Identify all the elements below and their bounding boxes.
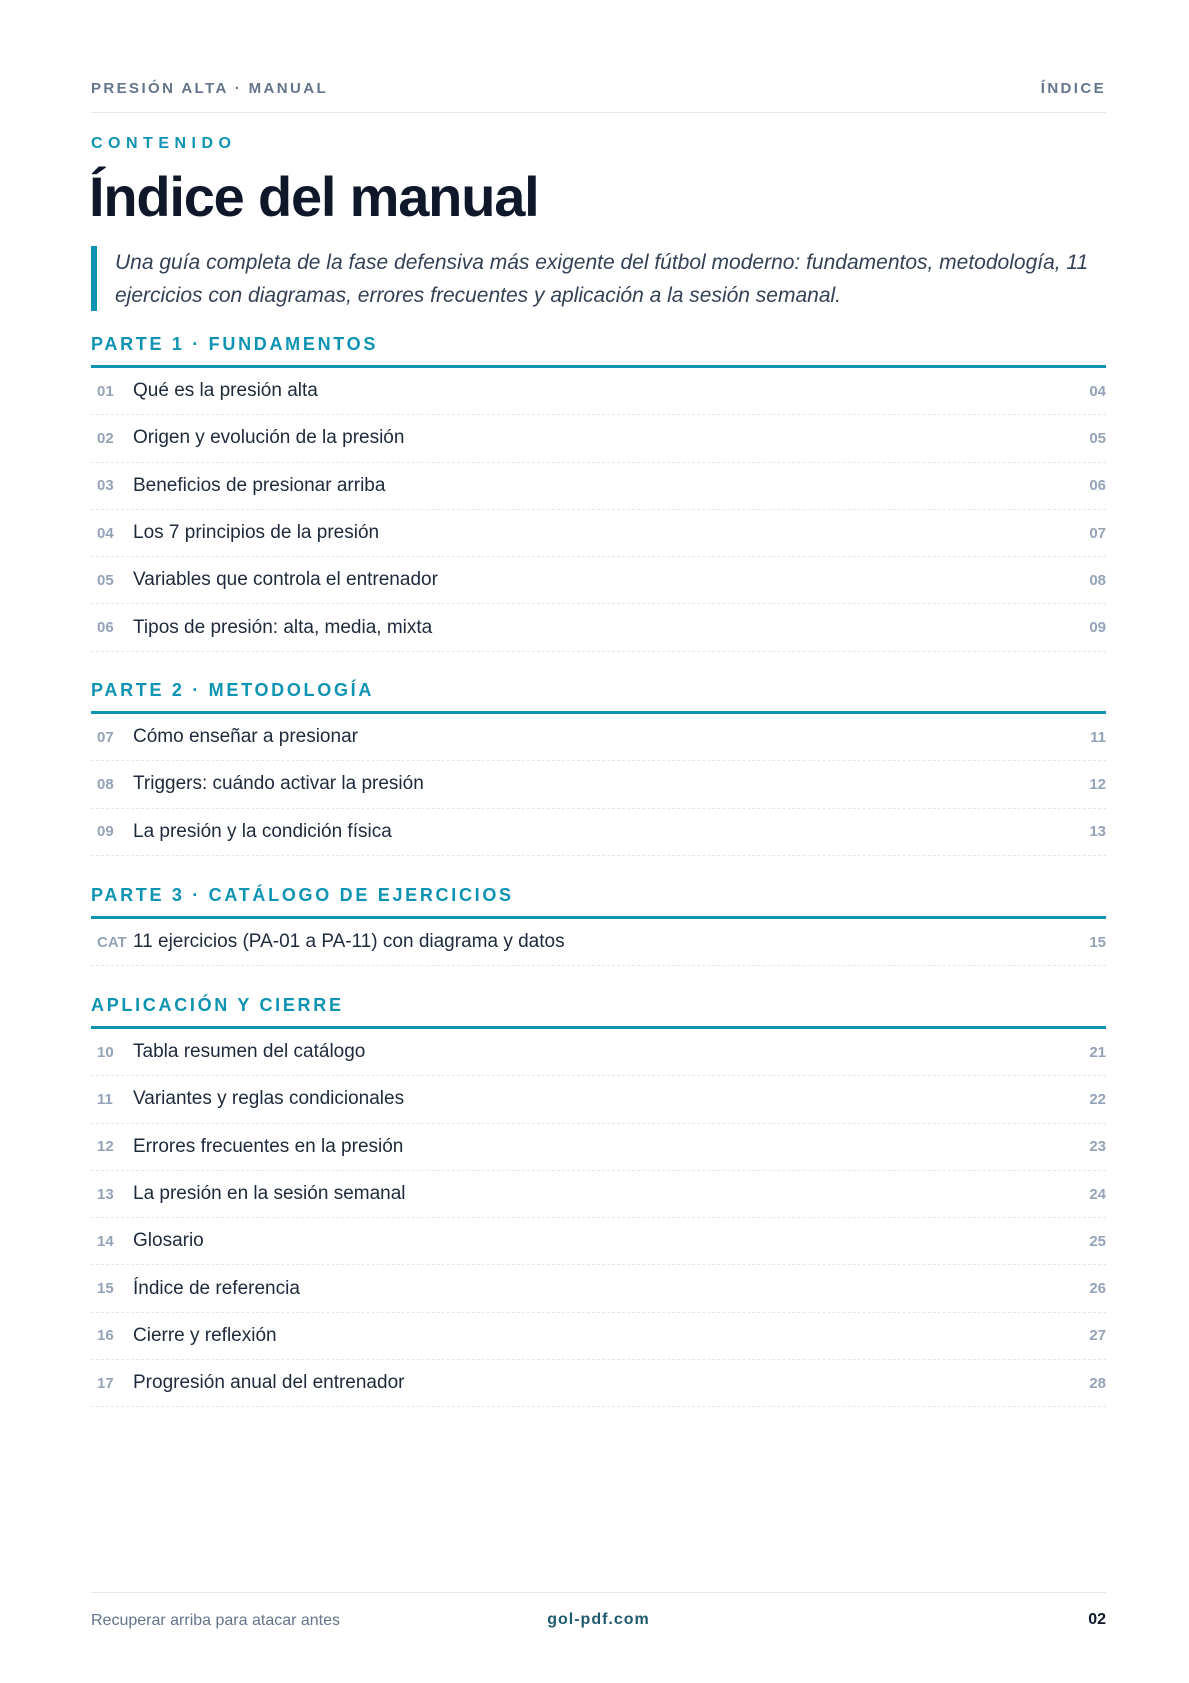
entry-page: 27 — [1089, 1327, 1106, 1345]
running-header — [91, 80, 1106, 113]
toc-entry[interactable] — [91, 1218, 1106, 1265]
entry-label: Los 7 principios de la presión — [133, 522, 380, 544]
entry-number: 13 — [97, 1185, 114, 1203]
entry-page: 04 — [1089, 382, 1106, 400]
entry-label: Tipos de presión: alta, media, mixta — [133, 616, 433, 638]
entry-page: 11 — [1090, 728, 1106, 746]
toc-entry[interactable] — [91, 809, 1106, 856]
toc-section-1 — [91, 332, 1106, 652]
eyebrow: CONTENIDO — [91, 135, 237, 152]
entry-label: Errores frecuentes en la presión — [133, 1135, 404, 1157]
page — [91, 0, 1106, 1683]
toc-entry[interactable] — [91, 1265, 1106, 1312]
entry-number: CAT — [97, 933, 127, 951]
entry-number: 09 — [97, 823, 114, 841]
entry-page: 08 — [1089, 571, 1106, 589]
entry-label: Progresión anual del entrenador — [133, 1372, 405, 1394]
running-header-left: PRESIÓN ALTA · MANUAL — [91, 80, 329, 97]
toc-section-2 — [91, 678, 1106, 856]
entry-page: 25 — [1089, 1232, 1106, 1250]
entry-label: Glosario — [133, 1230, 204, 1252]
entry-label: La presión en la sesión semanal — [133, 1183, 406, 1205]
entry-page: 24 — [1089, 1185, 1106, 1203]
page-title: Índice del manual — [89, 165, 539, 228]
entry-page: 28 — [1089, 1374, 1106, 1392]
entry-label: Triggers: cuándo activar la presión — [133, 773, 424, 795]
toc-entry[interactable] — [91, 1124, 1106, 1171]
entry-number: 11 — [97, 1090, 113, 1108]
entry-number: 17 — [97, 1374, 114, 1392]
toc-entry[interactable] — [91, 1029, 1106, 1076]
entry-number: 03 — [97, 477, 114, 495]
toc-entry[interactable] — [91, 604, 1106, 651]
entry-page: 13 — [1089, 823, 1106, 841]
page-footer — [91, 1592, 1106, 1627]
entry-number: 04 — [97, 524, 114, 542]
entry-label: Origen y evolución de la presión — [133, 427, 405, 449]
entry-label: Cómo enseñar a presionar — [133, 726, 358, 748]
entry-page: 12 — [1089, 775, 1106, 793]
entry-page: 09 — [1089, 619, 1106, 637]
entry-label: Qué es la presión alta — [133, 380, 318, 402]
entry-label: Beneficios de presionar arriba — [133, 474, 386, 496]
entry-page: 06 — [1089, 477, 1106, 495]
section-title: PARTE 3 · CATÁLOGO DE EJERCICIOS — [91, 883, 1106, 919]
lead-paragraph: Una guía completa de la fase defensiva más exigente del fútbol moderno: fundamentos, metodología, 11 ejercicios con diagramas, errores frecuentes y aplicación a la sesión semanal. — [91, 246, 1106, 311]
entry-label: Cierre y reflexión — [133, 1324, 277, 1346]
toc-entry[interactable] — [91, 557, 1106, 604]
entry-page: 26 — [1089, 1280, 1106, 1298]
entry-label: 11 ejercicios (PA-01 a PA-11) con diagrama y datos — [133, 931, 565, 953]
toc-entry[interactable] — [91, 1171, 1106, 1218]
entry-number: 14 — [97, 1232, 114, 1250]
entry-number: 01 — [97, 382, 114, 400]
entry-number: 15 — [97, 1280, 114, 1298]
entry-number: 06 — [97, 619, 114, 637]
entry-number: 12 — [97, 1138, 114, 1156]
section-title: PARTE 1 · FUNDAMENTOS — [91, 332, 1106, 368]
toc-entry[interactable] — [91, 463, 1106, 510]
entry-page: 15 — [1089, 933, 1106, 951]
entry-number: 16 — [97, 1327, 114, 1345]
entry-label: Variables que controla el entrenador — [133, 569, 438, 591]
toc-entry[interactable] — [91, 510, 1106, 557]
toc-section-4 — [91, 993, 1106, 1407]
page-number: 02 — [1088, 1611, 1106, 1628]
toc-entry[interactable] — [91, 1313, 1106, 1360]
entry-number: 07 — [97, 728, 114, 746]
entry-label: Índice de referencia — [133, 1277, 300, 1299]
footer-site-link[interactable]: gol-pdf.com — [547, 1611, 650, 1628]
toc-entry[interactable] — [91, 1360, 1106, 1407]
entry-number: 05 — [97, 571, 114, 589]
toc-entry[interactable] — [91, 368, 1106, 415]
entry-label: Variantes y reglas condicionales — [133, 1088, 405, 1110]
entry-page: 23 — [1089, 1138, 1106, 1156]
toc-entry[interactable] — [91, 415, 1106, 462]
footer-tagline: Recuperar arriba para atacar antes — [91, 1612, 341, 1629]
toc-entry[interactable] — [91, 1076, 1106, 1123]
entry-page: 22 — [1089, 1090, 1106, 1108]
running-header-right: ÍNDICE — [1040, 80, 1106, 97]
toc-section-3 — [91, 883, 1106, 966]
section-title: PARTE 2 · METODOLOGÍA — [91, 678, 1106, 714]
entry-number: 08 — [97, 775, 114, 793]
entry-page: 21 — [1089, 1043, 1106, 1061]
toc-entry[interactable] — [91, 919, 1106, 966]
entry-page: 05 — [1089, 429, 1106, 447]
toc-entry[interactable] — [91, 714, 1106, 761]
entry-page: 07 — [1089, 524, 1106, 542]
section-title: APLICACIÓN Y CIERRE — [91, 993, 1106, 1029]
entry-label: La presión y la condición física — [133, 820, 392, 842]
entry-label: Tabla resumen del catálogo — [133, 1041, 366, 1063]
entry-number: 10 — [97, 1043, 114, 1061]
entry-number: 02 — [97, 429, 114, 447]
toc-entry[interactable] — [91, 761, 1106, 808]
